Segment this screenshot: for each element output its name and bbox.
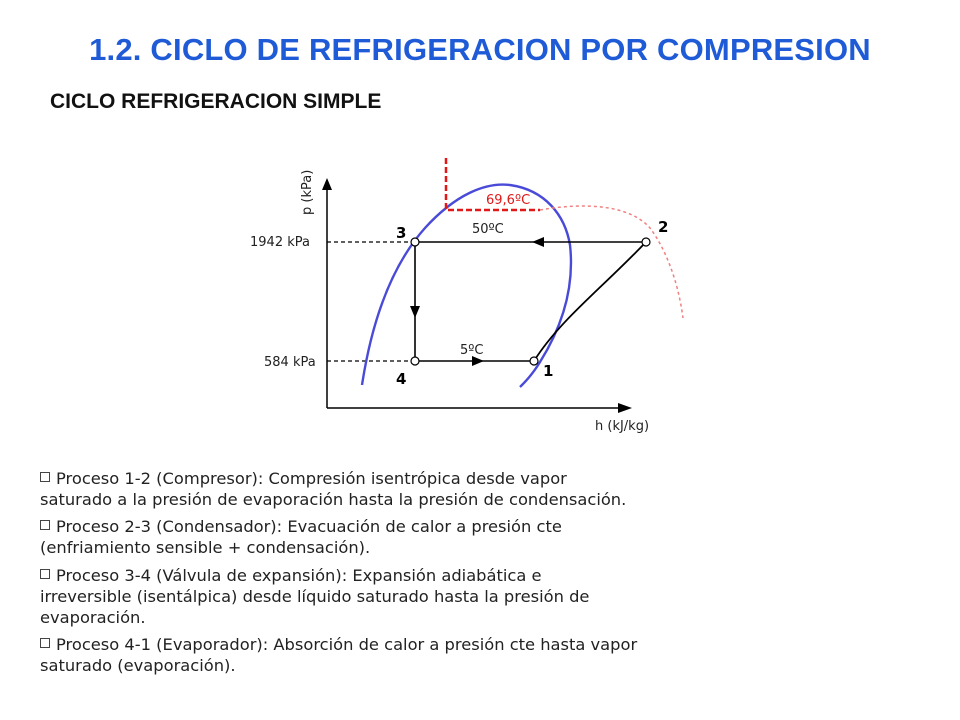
page-title: 1.2. CICLO DE REFRIGERACION POR COMPRESION (89, 32, 871, 67)
x-axis-label: h (kJ/kg) (595, 419, 650, 434)
state-label-1: 1 (543, 362, 554, 380)
bullet-line: saturado a la presión de evaporación hasta la presión de condensación. (40, 490, 627, 509)
bullet-line: (enfriamiento sensible + condensación). (40, 538, 371, 557)
p-low-label: 584 kPa (264, 355, 316, 370)
y-axis-arrow-icon (322, 178, 332, 190)
bullet-square-icon (40, 638, 50, 648)
bullet-line: Proceso 1-2 (Compresor): Compresión isentrópica desde vapor (56, 469, 567, 488)
t-cond-label: 50ºC (472, 222, 504, 237)
t-evap-label: 5ºC (460, 343, 484, 358)
p-high-label: 1942 kPa (250, 235, 310, 250)
page-subtitle: CICLO REFRIGERACION SIMPLE (50, 90, 382, 113)
condenser-arrow-icon (532, 237, 544, 247)
bullet-line: Proceso 3-4 (Válvula de expansión): Expansión adiabática e (56, 566, 542, 585)
bullet-line: Proceso 2-3 (Condensador): Evacuación de calor a presión cte (56, 517, 562, 536)
bullet-square-icon (40, 520, 50, 530)
bullet-square-icon (40, 472, 50, 482)
discharge-temp-label: 69,6ºC (486, 193, 531, 208)
state-point-1 (530, 357, 538, 365)
bullet-square-icon (40, 569, 50, 579)
state-point-2 (642, 238, 650, 246)
bullet-line: saturado (evaporación). (40, 656, 236, 675)
bullet-process-1-2 (40, 468, 710, 510)
state-label-4: 4 (396, 370, 407, 388)
bullet-process-2-3 (40, 516, 710, 558)
bullet-line: Proceso 4-1 (Evaporador): Absorción de calor a presión cte hasta vapor (56, 635, 638, 654)
bullet-line: irreversible (isentálpica) desde líquido saturado hasta la presión de (40, 587, 590, 606)
state-label-3: 3 (396, 224, 407, 242)
bullet-process-3-4 (40, 565, 710, 628)
x-axis-arrow-icon (618, 403, 632, 413)
bullet-process-4-1 (40, 634, 710, 676)
state-point-3 (411, 238, 419, 246)
y-axis-label: p (kPa) (300, 169, 315, 215)
state-label-2: 2 (658, 218, 669, 236)
state-point-4 (411, 357, 419, 365)
bullet-line: evaporación. (40, 608, 146, 627)
expansion-arrow-icon (410, 306, 420, 318)
